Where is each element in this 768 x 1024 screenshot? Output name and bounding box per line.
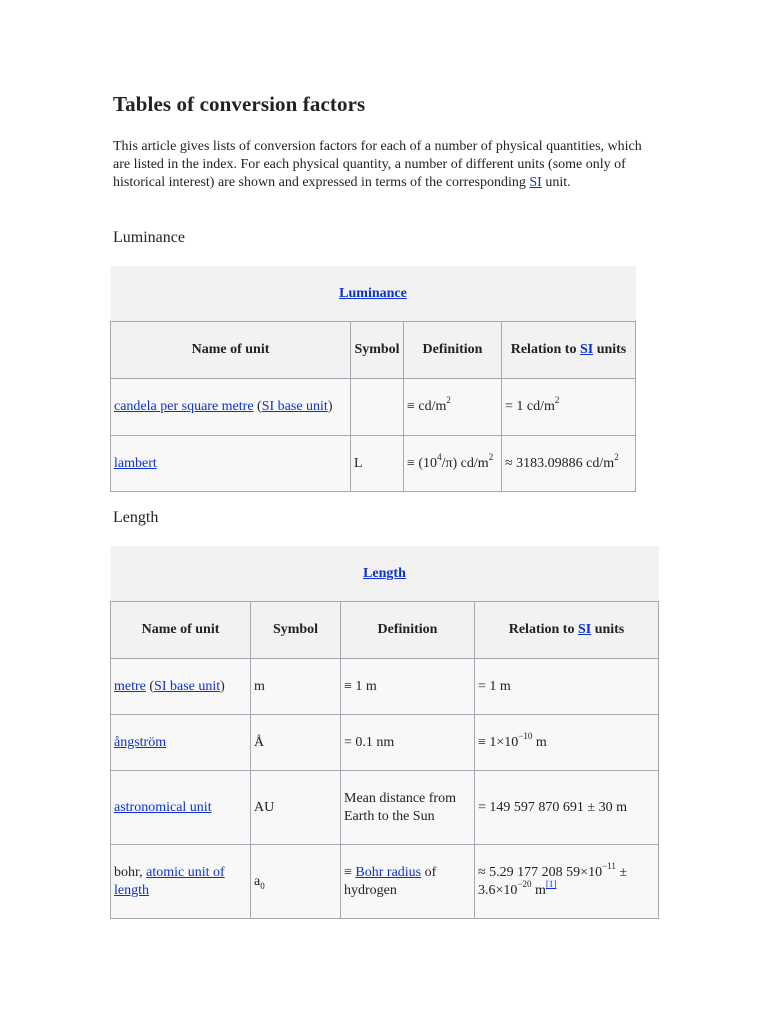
- symbol-sub: 0: [260, 880, 265, 891]
- col-definition-header: Definition: [341, 602, 475, 659]
- table-row: [111, 379, 636, 436]
- definition-text: ≡ (10: [407, 455, 438, 471]
- table-row: [111, 436, 636, 492]
- definition-cell: ≡ 1 m: [341, 659, 475, 715]
- metre-link[interactable]: metre: [114, 678, 146, 694]
- luminance-caption: [111, 266, 636, 322]
- relation-cell: = 1 m: [475, 659, 659, 715]
- relation-text: ≈ 5.29 177 208 59×10: [478, 864, 603, 880]
- definition-cell: [404, 436, 502, 492]
- definition-text: ≡: [344, 864, 356, 880]
- paren-close: ): [327, 399, 333, 414]
- relation-sup: −11: [602, 860, 616, 871]
- unit-name-cell: [111, 715, 251, 771]
- definition-cell: = 0.1 nm: [341, 715, 475, 771]
- relation-header-units: units: [593, 342, 627, 357]
- definition-sup: 2: [446, 395, 451, 406]
- relation-header-text: Relation to: [510, 342, 580, 357]
- relation-cell: = 149 597 870 691 ± 30 m: [475, 771, 659, 845]
- intro-end: unit.: [541, 175, 571, 190]
- relation-cell: [475, 715, 659, 771]
- luminance-caption-link[interactable]: Luminance: [339, 285, 407, 301]
- luminance-table: [110, 266, 636, 492]
- relation-cell: [502, 379, 636, 436]
- si-link[interactable]: SI: [529, 175, 542, 190]
- definition-text: ≡ cd/m: [407, 399, 447, 414]
- length-caption-link[interactable]: Length: [363, 565, 406, 581]
- symbol-cell: [351, 379, 404, 436]
- angstrom-link[interactable]: ångström: [114, 734, 167, 750]
- relation-unit: m: [531, 882, 546, 898]
- relation-header-units: units: [591, 622, 625, 637]
- relation-sup: 2: [614, 451, 619, 462]
- relation-sup: −20: [517, 878, 532, 889]
- definition-cell: [404, 379, 502, 436]
- intro-paragraph: [113, 138, 653, 192]
- definition-sup: 4: [437, 451, 442, 462]
- relation-sup: 2: [554, 395, 560, 406]
- table-row: [111, 845, 659, 919]
- definition-cell: [341, 845, 475, 919]
- si-base-unit-link[interactable]: SI base unit: [261, 399, 328, 414]
- col-definition-header: Definition: [404, 322, 502, 379]
- relation-cell: [475, 845, 659, 919]
- unit-name-cell: [111, 379, 351, 436]
- relation-header-text: Relation to: [508, 622, 578, 637]
- paren-close: ): [220, 678, 225, 694]
- col-relation-header: [475, 602, 659, 659]
- luminance-heading: Luminance: [113, 229, 185, 246]
- unit-name-cell: [111, 659, 251, 715]
- definition-sup: 2: [488, 451, 494, 462]
- relation-text: = 1 cd/m: [505, 399, 555, 414]
- table-row: [111, 659, 659, 715]
- intro-text: This article gives lists of conversion factors for each of a number of physical quantities, which are listed in the index. For each physical quantity, a number of different units (some only of historical interest) are shown and expressed in terms of the corresponding: [113, 139, 642, 190]
- relation-si-link[interactable]: SI: [577, 622, 592, 637]
- relation-text: ≡ 1×10: [478, 734, 519, 750]
- relation-text: ± 3.6×10: [478, 864, 628, 898]
- symbol-cell: Å: [251, 715, 341, 771]
- bohr-radius-link[interactable]: Bohr radius: [355, 864, 422, 880]
- page-title: Tables of conversion factors: [113, 92, 366, 116]
- length-caption: [111, 546, 659, 602]
- table-row: [111, 771, 659, 845]
- col-name-header: Name of unit: [111, 602, 251, 659]
- symbol-cell: AU: [251, 771, 341, 845]
- bohr-text: bohr,: [114, 864, 147, 880]
- symbol-cell: [251, 845, 341, 919]
- unit-name-cell: [111, 845, 251, 919]
- relation-sup: −10: [518, 730, 533, 741]
- reference-link[interactable]: [1]: [545, 878, 557, 889]
- relation-unit: m: [532, 734, 547, 750]
- definition-text: /π) cd/m: [441, 455, 489, 471]
- relation-si-link[interactable]: SI: [579, 342, 594, 357]
- symbol-cell: L: [351, 436, 404, 492]
- col-relation-header: [502, 322, 636, 379]
- astronomical-unit-link[interactable]: astronomical unit: [114, 799, 212, 815]
- unit-name-cell: [111, 436, 351, 492]
- si-base-unit-link[interactable]: SI base unit: [154, 678, 221, 694]
- lambert-link[interactable]: lambert: [114, 455, 157, 471]
- col-name-header: Name of unit: [111, 322, 351, 379]
- col-symbol-header: Symbol: [351, 322, 404, 379]
- definition-text: of hydrogen: [344, 864, 437, 898]
- col-symbol-header: Symbol: [251, 602, 341, 659]
- symbol-text: a: [254, 873, 261, 889]
- candela-link[interactable]: candela per square metre: [114, 399, 254, 414]
- atomic-unit-of-length-link[interactable]: atomic unit of length: [114, 864, 225, 898]
- relation-cell: [502, 436, 636, 492]
- symbol-cell: m: [251, 659, 341, 715]
- table-row: [111, 715, 659, 771]
- paren-open: (: [253, 399, 262, 414]
- definition-cell: Mean distance from Earth to the Sun: [341, 771, 475, 845]
- paren-open: (: [145, 678, 155, 694]
- relation-text: ≈ 3183.09886 cd/m: [505, 455, 615, 471]
- length-table: [110, 546, 659, 919]
- length-heading: Length: [113, 509, 159, 526]
- unit-name-cell: [111, 771, 251, 845]
